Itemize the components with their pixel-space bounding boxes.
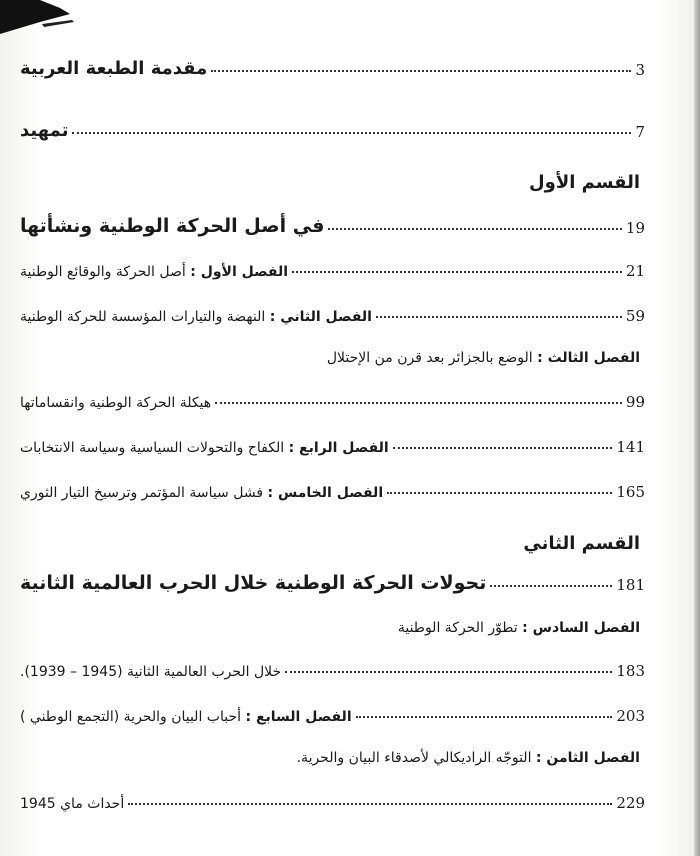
chapter-label: الفصل الرابع : (288, 440, 389, 456)
toc-page-number: 19 (625, 219, 645, 237)
toc-page-number: 59 (625, 307, 645, 325)
toc-entry-chapter-line[interactable] (327, 350, 640, 366)
leader-dots (211, 70, 631, 72)
toc-entry-chapter[interactable] (20, 707, 645, 725)
chapter-title: الكفاح والتحولات السياسية وسياسة الانتخابات (20, 440, 285, 456)
chapter-title: فشل سياسة المؤتمر وترسيخ التيار الثوري (20, 485, 264, 501)
toc-entry-title: تمهيد (20, 120, 69, 141)
toc-page-number: 7 (635, 123, 645, 141)
chapter-label: الفصل الخامس : (267, 485, 384, 501)
toc-entry-chapter[interactable] (20, 438, 645, 456)
chapter-label: الفصل الثامن : (535, 750, 640, 766)
page-edge-shadow (694, 0, 700, 856)
chapter-title: أصل الحركة والوقائع الوطنية (20, 264, 186, 280)
toc-page-number: 183 (616, 662, 645, 680)
toc-page-number: 141 (616, 438, 645, 456)
toc-page-number: 21 (625, 262, 645, 280)
leader-dots (393, 447, 613, 449)
toc-entry-preface[interactable] (20, 58, 645, 79)
chapter-title: التوجّه الراديكالي لأصدقاء البيان والحرية. (296, 750, 532, 766)
toc-entry-chapter[interactable] (20, 307, 645, 325)
toc-part-title[interactable] (20, 572, 645, 594)
toc-entry-title: مقدمة الطبعة العربية (20, 58, 208, 79)
toc-entry-title: تحولات الحركة الوطنية خلال الحرب العالمية الثانية (20, 572, 487, 594)
toc-page-number: 165 (616, 483, 645, 501)
toc-entry-title (20, 485, 383, 501)
chapter-title: تطوّر الحركة الوطنية (397, 620, 518, 636)
toc-entry-chapter-line[interactable] (398, 620, 640, 636)
toc-entry-chapter-cont[interactable] (20, 662, 645, 680)
leader-dots (292, 271, 622, 273)
toc-entry-chapter[interactable] (20, 483, 645, 501)
toc-entry-chapter-cont[interactable] (20, 794, 645, 812)
leader-dots (356, 716, 613, 718)
chapter-title: النهضة والتيارات المؤسسة للحركة الوطنية (20, 309, 266, 325)
toc-page-number: 3 (635, 61, 645, 79)
toc-entry-title (20, 709, 352, 725)
toc-page-number: 181 (616, 576, 645, 594)
leader-dots (285, 671, 612, 673)
leader-dots (328, 228, 622, 230)
toc-entry-title: هيكلة الحركة الوطنية وانقساماتها (20, 395, 212, 411)
leader-dots (128, 803, 612, 805)
part-heading: القسم الثاني (523, 533, 640, 554)
toc-entry-chapter-line[interactable] (297, 750, 640, 766)
chapter-title: أحباب البيان والحرية (التجمع الوطني ) (20, 709, 242, 725)
toc-entry-title: أحداث ماي 1945 (20, 796, 125, 812)
leader-dots (376, 316, 622, 318)
toc-page-number: 203 (616, 707, 645, 725)
toc-part-title[interactable] (20, 215, 645, 237)
leader-dots (72, 132, 631, 134)
toc-entry-chapter-cont[interactable] (20, 393, 645, 411)
toc-entry-title: في أصل الحركة الوطنية ونشأتها (20, 215, 325, 237)
toc-page-number: 99 (625, 393, 645, 411)
leader-dots (387, 492, 612, 494)
chapter-title: الوضع بالجزائر بعد قرن من الإحتلال (326, 350, 533, 366)
chapter-label: الفصل الأول : (190, 264, 289, 280)
toc-entry-title (20, 440, 389, 456)
chapter-label: الفصل السادس : (522, 620, 640, 636)
toc-page-number: 229 (616, 794, 645, 812)
chapter-label: الفصل الثالث : (537, 350, 640, 366)
part-heading: القسم الأول (529, 172, 640, 193)
ink-smudge-mark (0, 0, 90, 40)
chapter-label: الفصل السابع : (245, 709, 352, 725)
toc-entry-title (20, 264, 288, 280)
toc-entry-title: خلال الحرب العالمية الثانية (1945 – 1939). (20, 664, 282, 680)
leader-dots (490, 585, 612, 587)
chapter-label: الفصل الثاني : (269, 309, 372, 325)
toc-entry-chapter[interactable] (20, 262, 645, 280)
toc-entry-title (20, 309, 372, 325)
toc-entry-intro[interactable] (20, 120, 645, 141)
leader-dots (215, 402, 622, 404)
